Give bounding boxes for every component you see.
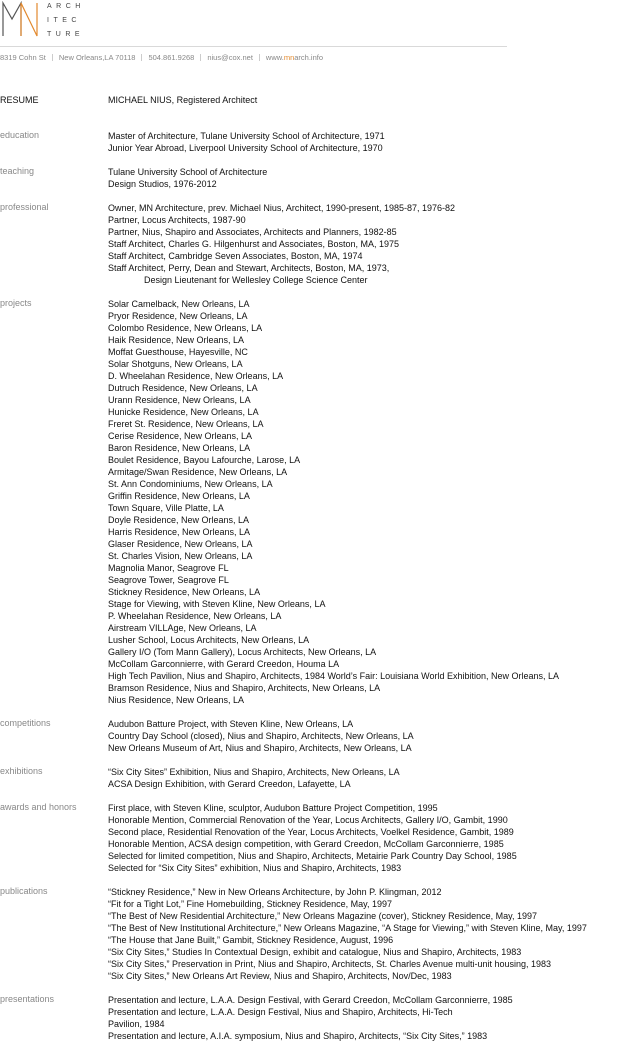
list-item: Glaser Residence, New Orleans, LA [108,539,253,549]
list-item: Haik Residence, New Orleans, LA [108,335,245,345]
list-item: Pavilion, 1984 [108,1019,165,1029]
list-item: Armitage/Swan Residence, New Orleans, LA [108,467,288,477]
section-items [108,718,414,754]
list-item: Solar Shotguns, New Orleans, LA [108,359,243,369]
resume-name: MICHAEL NIUS, Registered Architect [108,95,258,105]
list-item: McCollam Garconnierre, with Gerard Creedon, Houma LA [108,659,340,669]
list-item: Colombo Residence, New Orleans, LA [108,323,263,333]
section-label: teaching [0,166,35,176]
list-item: “Stickney Residence,” New in New Orleans Architecture, by John P. Klingman, 2012 [108,887,442,897]
list-item: Doyle Residence, New Orleans, LA [108,515,250,525]
contact-email[interactable]: nius@cox.net [207,53,253,62]
list-item: Selected for limited competition, Nius and Shapiro, Architects, Metairie Park Country Day School, 1985 [108,851,517,861]
list-item: Country Day School (closed), Nius and Shapiro, Architects, New Orleans, LA [108,731,414,741]
section-label: competitions [0,718,51,728]
section-label: projects [0,298,32,308]
list-item: Seagrove Tower, Seagrove FL [108,575,229,585]
section-label: awards and honors [0,802,77,812]
list-item: “Six City Sites,” New Orleans Art Review, Nius and Shapiro, Architects, Nov/Dec, 1983 [108,971,452,981]
separator [141,54,142,61]
list-item: Honorable Mention, Commercial Renovation of the Year, Locus Architects, Gallery I/O, Gambit, 1990 [108,815,508,825]
list-item: Stage for Viewing, with Steven Kline, New Orleans, LA [108,599,326,609]
contact-address: 8319 Cohn St [0,53,46,62]
resume-label: RESUME [0,95,39,105]
section-items [108,886,587,982]
list-item: Solar Camelback, New Orleans, LA [108,299,250,309]
list-item: Tulane University School of Architecture [108,167,268,177]
list-item: “Fit for a Tight Lot,” Fine Homebuilding, Stickney Residence, May, 1997 [108,899,392,909]
list-item: Honorable Mention, ACSA design competition, with Gerard Creedon, McCollam Garconnierre, 1985 [108,839,504,849]
website-suffix: arch.info [294,53,324,62]
list-item: Magnolia Manor, Seagrove FL [108,563,229,573]
section-items [108,766,400,790]
list-item: “Six City Sites,” Studies In Contextual Design, exhibit and catalogue, Nius and Shapiro, Architects, 1983 [108,947,522,957]
section-label: education [0,130,40,140]
list-item: Pryor Residence, New Orleans, LA [108,311,248,321]
list-item: “The Best of New Institutional Architecture,” New Orleans Magazine, “A Stage for Viewing,” with Steven Kline, May, 1997 [108,923,587,933]
list-item: Presentation and lecture, L.A.A. Design Festival, Nius and Shapiro, Architects, Hi-Tech [108,1007,453,1017]
list-item: Freret St. Residence, New Orleans, LA [108,419,264,429]
contact-bar [0,53,323,62]
list-item: Partner, Locus Architects, 1987-90 [108,215,246,225]
section-label: publications [0,886,48,896]
list-item: “The Best of New Residential Architecture,” New Orleans Magazine (cover), Stickney Residence, May, 1997 [108,911,538,921]
contact-phone: 504.861.9268 [148,53,195,62]
list-item: Airstream VILLAge, New Orleans, LA [108,623,257,633]
website-link[interactable] [266,53,323,62]
list-item: Dutruch Residence, New Orleans, LA [108,383,258,393]
list-item: “The House that Jane Built,” Gambit, Stickney Residence, August, 1996 [108,935,394,945]
list-item: High Tech Pavilion, Nius and Shapiro, Architects, 1984 World’s Fair: Louisiana World Exhibition, New Orleans, LA [108,671,560,681]
list-item: Design Lieutenant for Wellesley College Science Center [144,275,368,285]
wordmark-line: ITEC [47,17,81,24]
separator [52,54,53,61]
list-item: Second place, Residential Renovation of the Year, Locus Architects, Voelkel Residence, Gambit, 1989 [108,827,514,837]
list-item: Selected for “Six City Sites” exhibition, Nius and Shapiro, Architects, 1983 [108,863,402,873]
list-item: Staff Architect, Charles G. Hilgenhurst and Associates, Boston, MA, 1975 [108,239,399,249]
list-item: “Six City Sites,” Preservation in Print, Nius and Shapiro, Architects, St. Charles Avenue multi-unit housing, 1983 [108,959,552,969]
list-item: Hunicke Residence, New Orleans, LA [108,407,259,417]
list-item: Stickney Residence, New Orleans, LA [108,587,261,597]
section-items [108,994,513,1042]
list-item: Partner, Nius, Shapiro and Associates, Architects and Planners, 1982-85 [108,227,397,237]
contact-city: New Orleans,LA 70118 [58,53,136,62]
section-items [108,130,385,154]
list-item: Nius Residence, New Orleans, LA [108,695,245,705]
list-item: Baron Residence, New Orleans, LA [108,443,251,453]
list-item: Urann Residence, New Orleans, LA [108,395,251,405]
list-item: Harris Residence, New Orleans, LA [108,527,251,537]
list-item: Master of Architecture, Tulane University School of Architecture, 1971 [108,131,385,141]
list-item: Boulet Residence, Bayou Lafourche, Larose, LA [108,455,301,465]
wordmark-line: ARCH [47,3,85,10]
list-item: Town Square, Ville Platte, LA [108,503,224,513]
list-item: Design Studios, 1976-2012 [108,179,217,189]
list-item: ACSA Design Exhibition, with Gerard Creedon, Lafayette, LA [108,779,351,789]
separator [200,54,201,61]
list-item: Lusher School, Locus Architects, New Orleans, LA [108,635,310,645]
list-item: Owner, MN Architecture, prev. Michael Nius, Architect, 1990-present, 1985-87, 1976-82 [108,203,456,213]
list-item: D. Wheelahan Residence, New Orleans, LA [108,371,284,381]
list-item: Griffin Residence, New Orleans, LA [108,491,250,501]
list-item: Bramson Residence, Nius and Shapiro, Architects, New Orleans, LA [108,683,381,693]
section-items [108,802,517,874]
section-items [108,202,455,286]
section-label: presentations [0,994,55,1004]
list-item: Cerise Residence, New Orleans, LA [108,431,253,441]
logo-wordmark [47,0,85,42]
list-item: Audubon Batture Project, with Steven Kline, New Orleans, LA [108,719,354,729]
list-item: Staff Architect, Cambridge Seven Associates, Boston, MA, 1974 [108,251,363,261]
list-item: Moffat Guesthouse, Hayesville, NC [108,347,248,357]
list-item: Presentation and lecture, A.I.A. symposium, Nius and Shapiro, Architects, “Six City Sites,” 1983 [108,1031,488,1041]
header-divider [0,46,507,47]
section-label: exhibitions [0,766,43,776]
website-mn: mn [283,53,295,62]
list-item: “Six City Sites” Exhibition, Nius and Shapiro, Architects, New Orleans, LA [108,767,400,777]
list-item: P. Wheelahan Residence, New Orleans, LA [108,611,282,621]
website-prefix: www. [265,53,284,62]
list-item: New Orleans Museum of Art, Nius and Shapiro, Architects, New Orleans, LA [108,743,412,753]
list-item: Presentation and lecture, L.A.A. Design Festival, with Gerard Creedon, McCollam Garconnierre, 1985 [108,995,513,1005]
mn-logo [1,1,41,38]
wordmark-line: TURE [47,31,85,38]
list-item: First place, with Steven Kline, sculptor, Audubon Batture Project Competition, 1995 [108,803,438,813]
list-item: Staff Architect, Perry, Dean and Stewart, Architects, Boston, MA, 1973, [108,263,390,273]
section-items [108,298,559,706]
list-item: St. Ann Condominiums, New Orleans, LA [108,479,273,489]
list-item: Junior Year Abroad, Liverpool University School of Architecture, 1970 [108,143,383,153]
separator [259,54,260,61]
list-item: St. Charles Vision, New Orleans, LA [108,551,253,561]
section-items [108,166,267,190]
section-label: professional [0,202,49,212]
list-item: Gallery I/O (Tom Mann Gallery), Locus Architects, New Orleans, LA [108,647,377,657]
